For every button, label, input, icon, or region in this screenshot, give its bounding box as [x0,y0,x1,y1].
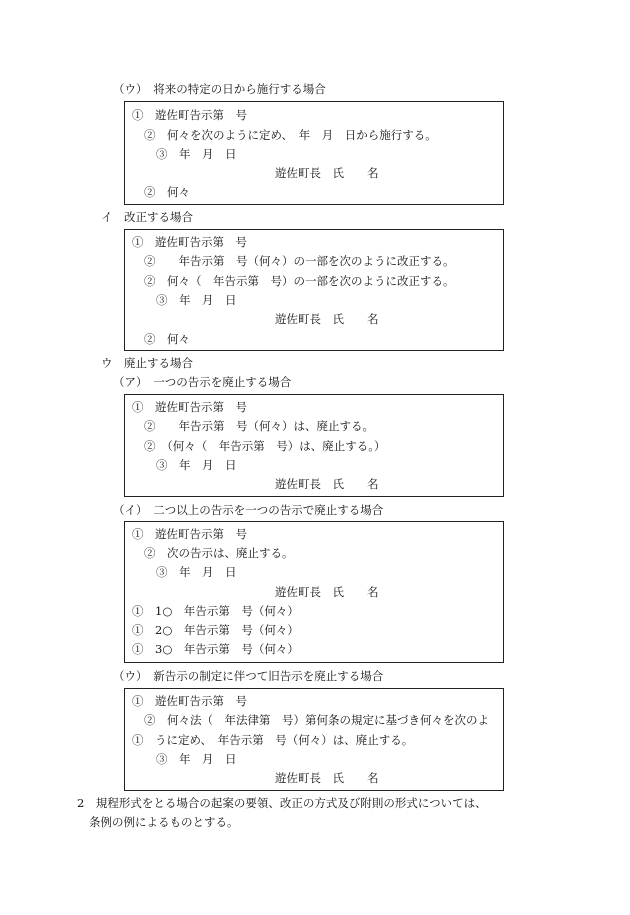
box-line: ① 遊佐町告示第 号 [132,527,247,541]
heading-repeal-a: （ア） 一つの告示を廃止する場合 [113,375,292,389]
box-line: ② 何々を次のように定め、 年 月 日から施行する。 [144,128,437,142]
box-amend [124,229,504,351]
signature-line: 遊佐町長 氏 名 [275,312,379,326]
heading-future: （ウ） 将来の特定の日から施行する場合 [113,82,326,96]
box-line: ② 何々（ 年告示第 号）の一部を次のように改正する。 [144,274,455,288]
box-line: ② （何々（ 年告示第 号）は、廃止する。） [144,439,386,453]
box-line: ① 2○ 年告示第 号（何々） [132,623,299,637]
box-repeal-c [124,688,504,791]
box-line: ③ 年 月 日 [156,293,237,307]
box-line: ① うに定め、 年告示第 号（何々）は、廃止する。 [132,733,414,747]
signature-line: 遊佐町長 氏 名 [275,585,379,599]
box-repeal-a [124,394,504,497]
box-line: ③ 年 月 日 [156,458,237,472]
heading-repeal-c: （ウ） 新告示の制定に伴つて旧告示を廃止する場合 [113,669,384,683]
heading-amend: イ 改正する場合 [101,210,193,224]
signature-line: 遊佐町長 氏 名 [275,771,379,785]
box-line: ② 年告示第 号（何々）の一部を次のように改正する。 [144,254,455,268]
box-line: ③ 年 月 日 [156,147,237,161]
box-line: ① 遊佐町告示第 号 [132,400,247,414]
box-line: ① 遊佐町告示第 号 [132,108,247,122]
box-repeal-b [124,521,504,663]
heading-repeal: ウ 廃止する場合 [101,356,193,370]
signature-line: 遊佐町長 氏 名 [275,166,379,180]
box-line: ③ 年 月 日 [156,565,237,579]
paragraph-2-line-1: 2 規程形式をとる場合の起案の要領、改正の方式及び附則の形式については、 [77,796,487,810]
box-line: ① 3○ 年告示第 号（何々） [132,642,299,656]
box-line: ② 何々 [144,185,190,199]
box-line: ② 年告示第 号（何々）は、廃止する。 [144,419,374,433]
box-line: ① 1○ 年告示第 号（何々） [132,604,299,618]
box-future [124,101,504,205]
box-line: ② 何々法（ 年法律第 号）第何条の規定に基づき何々を次のよ [144,713,489,727]
box-line: ③ 年 月 日 [156,752,237,766]
box-line: ① 遊佐町告示第 号 [132,235,247,249]
box-line: ① 遊佐町告示第 号 [132,694,247,708]
box-line: ② 次の告示は、廃止する。 [144,546,294,560]
paragraph-2-line-2: 条例の例によるものとする。 [89,815,239,829]
signature-line: 遊佐町長 氏 名 [275,477,379,491]
box-line: ② 何々 [144,332,190,346]
heading-repeal-b: （イ） 二つ以上の告示を一つの告示で廃止する場合 [113,503,384,517]
